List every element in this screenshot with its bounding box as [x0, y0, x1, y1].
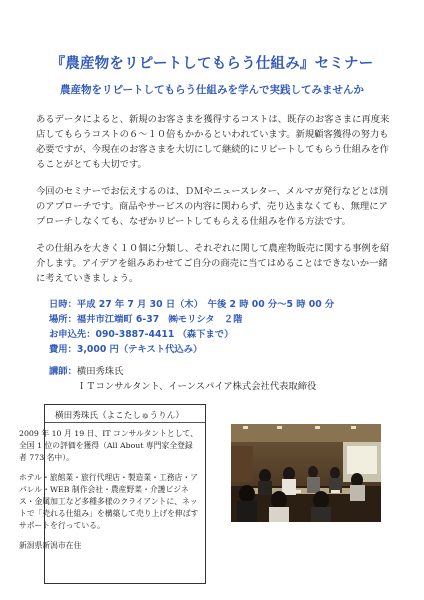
seminar-photo [231, 424, 381, 522]
profile-residence: 新潟県新潟市在住 [19, 541, 82, 550]
approach-paragraph: 今回のセミナーでお伝えするのは、ＤＭやニュースレター、メルマガ発行などとは別のアプローチです。商品やサービスの内容に関わらず、売り込まなくても、無理にアプローチしなくても、なぜかリピートしてもらえる仕組みを作る方法です。 [36, 186, 389, 227]
profile-text [19, 428, 199, 560]
event-venue: 場所：福井市江端町 6-37 ㈱モリシタ ２階 [49, 314, 243, 325]
lecturer-role: ＩＴコンサルタント、イーンスパイア株式会社代表取締役 [77, 381, 317, 392]
profile-clients: ホテル・旅館業・旅行代理店・製造業・工務店・アパレル・WEB 制作会社・農産野菜・介護ビジネス・金属加工など多種多様のクライアントに、ネットで「売れる仕組み」を構築して売り上げを伸ばすサポートを行っている。 [19, 473, 199, 530]
profile-heading: 横田秀珠氏（よこたしゅうりん） [55, 411, 184, 421]
page-subtitle: 農産物をリピートしてもらう仕組みを学んで実践してみませんか [59, 84, 365, 96]
lecturer-section [49, 364, 316, 394]
seminar-photo-icon [231, 424, 381, 522]
cases-paragraph: その仕組みを大きく１０個に分類し、それぞれに関して農産物販売に関する事例を紹介します。アイデアを組みあわせてご自分の商売に当てはめることはできないか一緒に考えていきましょう。 [36, 243, 390, 284]
event-datetime: 日時：平成 27 年 7 月 30 日（木） 午後 2 時 00 分～5 時 00 分 [49, 299, 335, 310]
lecturer-name: 横田秀珠氏 [76, 366, 124, 377]
intro-paragraph: あるデータによると、新規のお客さまを獲得するコストは、既存のお客さまに再度来店してもらうコストの６～１０倍もかかるといわれています。新規顧客獲得の努力も必要ですが、今現在のお客さまを大切にして継続的にリピートしてもらう仕組みを作ることがとても大切です。 [36, 114, 390, 170]
profile-award: 2009 年 10 月 19 日、IT コンサルタントとして、全国 1 位の評価を獲得（All About 専門家全登録者 773 名中）。 [19, 429, 198, 462]
profile-divider [45, 422, 205, 423]
event-fee: 費用：3,000 円（テキスト代込み） [49, 344, 203, 355]
event-info [49, 297, 334, 357]
event-application: お申込先：090-3887-4411 （森下まで） [49, 329, 234, 340]
lecturer-label: 講師： [49, 366, 77, 377]
page-title: 『農産物をリピートしてもらう仕組み』セミナー [50, 56, 374, 72]
